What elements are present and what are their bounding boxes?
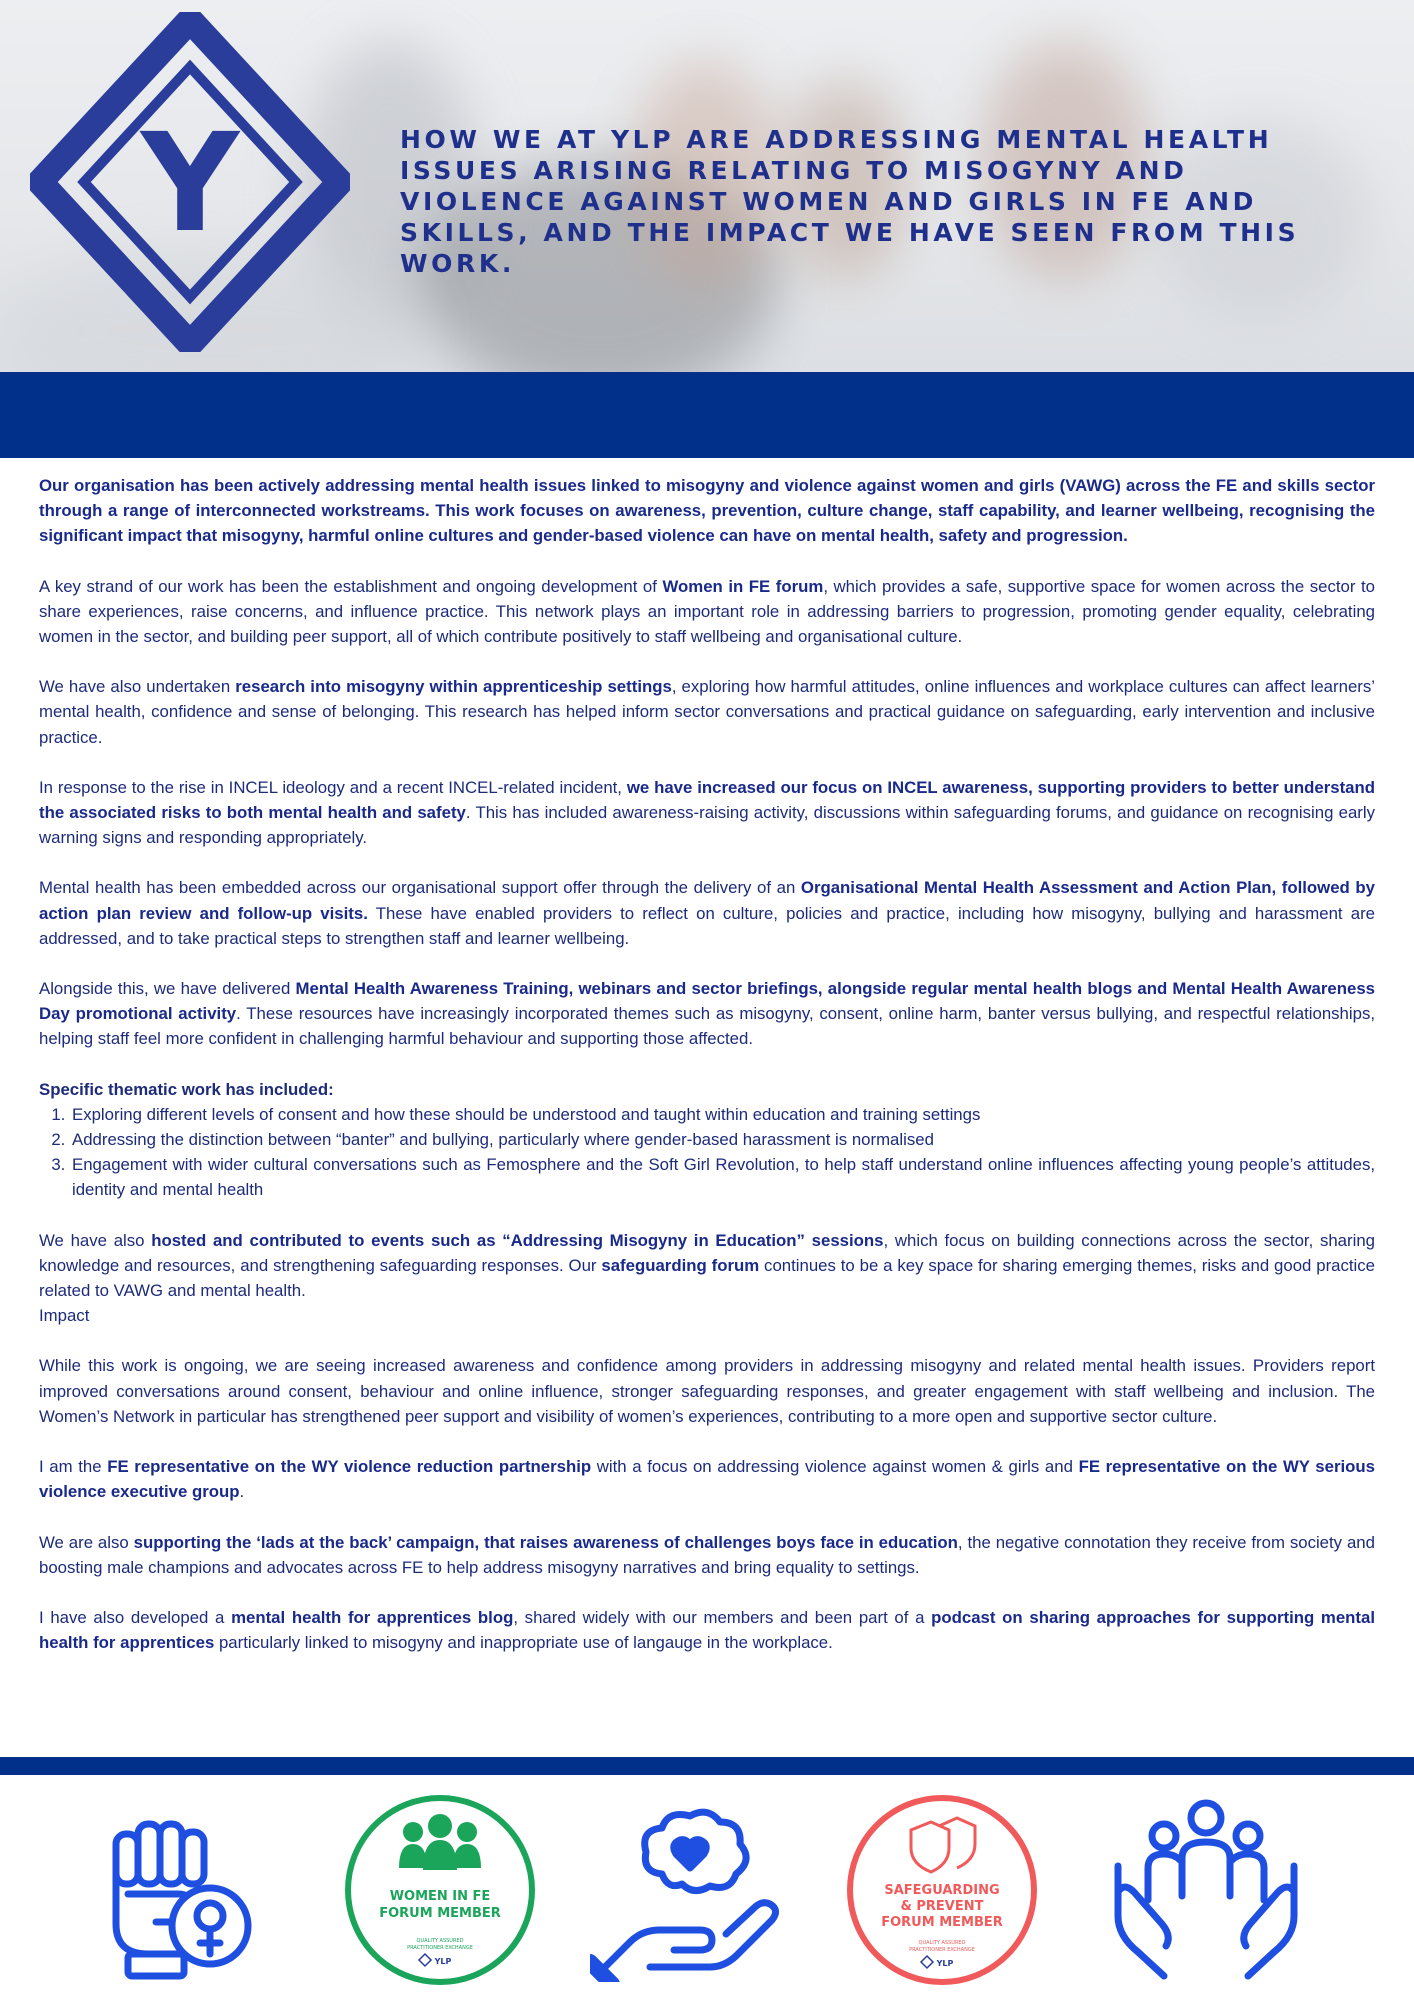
article-body bbox=[39, 473, 1375, 1680]
svg-text:Y: Y bbox=[140, 105, 240, 263]
list-item: 2. Addressing the distinction between “banter” and bullying, particularly where gender-based harassment is normalised bbox=[70, 1127, 1375, 1152]
hands-people-icon bbox=[1108, 1796, 1304, 1986]
svg-text:PRACTITIONER EXCHANGE: PRACTITIONER EXCHANGE bbox=[407, 1945, 473, 1951]
raised-fist-female-icon bbox=[108, 1804, 258, 1980]
hand-heart-brain-icon bbox=[590, 1802, 790, 1982]
paragraph-events: We have also hosted and contributed to events such as “Addressing Misogyny in Education” sessions, which focus on building connections across the sector, sharing knowledge and resources, and strengthening safeguarding responses. Our safeguarding forum continues to be a key space for sharing emerging themes, risks and good practice related to VAWG and mental health. bbox=[39, 1230, 1376, 1301]
footer-band bbox=[0, 1757, 1414, 1775]
paragraph-assessment: Mental health has been embedded across our organisational support offer through the delivery of an Organisational Mental Health Assessment and Action Plan, followed by action plan review and follow-up visits. These have enabled providers to reflect on culture, policies and practice, including how misogyny, bullying and harassment are addressed, and to take practical steps to strengthen staff and learner wellbeing. bbox=[39, 878, 1376, 948]
paragraph-training: Alongside this, we have delivered Mental Health Awareness Training, webinars and sector briefings, alongside regular mental health blogs and Mental Health Awareness Day promotional activity. These resources have increasingly incorporated themes such as misogyny, consent, online harm, banter versus bullying, and respectful relationships, helping staff feel more confident in challenging harmful behaviour and supporting those affected. bbox=[39, 979, 1375, 1049]
paragraph-research: We have also undertaken research into misogyny within apprenticeship settings, exploring how harmful attitudes, online influences and workplace cultures can affect learners’ mental health, confidence and sense of belonging. This research has helped inform sector conversations and practical guidance on safeguarding, early intervention and inclusive practice. bbox=[39, 677, 1375, 747]
svg-text:WOMEN IN FE: WOMEN IN FE bbox=[389, 1889, 491, 1904]
paragraph-blog: I have also developed a mental health for apprentices blog, shared widely with our members and been part of a podcast on sharing approaches for supporting mental health for apprentices particularly linked to misogyny and inappropriate use of langauge in the workplace. bbox=[39, 1607, 1376, 1653]
safeguarding-badge bbox=[845, 1790, 1040, 1990]
svg-text:& PREVENT: & PREVENT bbox=[900, 1899, 984, 1914]
women-in-fe-badge bbox=[343, 1790, 538, 1990]
svg-text:PRACTITIONER EXCHANGE: PRACTITIONER EXCHANGE bbox=[909, 1947, 975, 1953]
paragraph-impact: While this work is ongoing, we are seeing increased awareness and confidence among providers in addressing misogyny and related mental health issues. Providers report improved conversations around consent, behaviour and online influence, stronger safeguarding responses, and greater engagement with staff wellbeing and inclusion. The Women’s Network in particular has strengthened peer support and visibility of women’s experiences, contributing to a more open and supportive sector culture. bbox=[39, 1356, 1375, 1426]
svg-text:YLP: YLP bbox=[936, 1959, 954, 1968]
thematic-list bbox=[39, 1102, 1375, 1203]
svg-text:FORUM MEMBER: FORUM MEMBER bbox=[379, 1906, 501, 1921]
svg-text:QUALITY ASSURED: QUALITY ASSURED bbox=[416, 1938, 464, 1944]
svg-text:YLP: YLP bbox=[434, 1957, 452, 1966]
svg-text:FORUM MEMBER: FORUM MEMBER bbox=[881, 1915, 1003, 1930]
thematic-heading: Specific thematic work has included: bbox=[39, 1079, 334, 1099]
svg-text:QUALITY ASSURED: QUALITY ASSURED bbox=[918, 1940, 966, 1946]
svg-text:SAFEGUARDING: SAFEGUARDING bbox=[884, 1883, 1000, 1898]
list-item: 1. Exploring different levels of consent and how these should be understood and taught within education and training settings bbox=[70, 1102, 1375, 1127]
list-item: 3. Engagement with wider cultural conversations such as Femosphere and the Soft Girl Revolution, to help staff understand online influences affecting young people’s attitudes, identity and mental health bbox=[70, 1152, 1375, 1202]
paragraph-campaign: We are also supporting the ‘lads at the back’ campaign, that raises awareness of challenges boys face in education, the negative connotation they receive from society and boosting male champions and advocates across FE to help address misogyny narratives and bring equality to settings. bbox=[39, 1532, 1375, 1577]
paragraph-representative: I am the FE representative on the WY violence reduction partnership with a focus on addressing violence against women & girls and FE representative on the WY serious violence executive group. bbox=[39, 1457, 1376, 1502]
impact-label: Impact bbox=[39, 1306, 90, 1326]
hero-banner bbox=[0, 0, 1414, 372]
ylp-logo-icon bbox=[30, 12, 350, 352]
header-band bbox=[0, 372, 1414, 458]
page-title: HOW WE AT YLP ARE ADDRESSING MENTAL HEALTH ISSUES ARISING RELATING TO MISOGYNY AND VIOLENCE AGAINST WOMEN AND GIRLS IN FE AND SKILLS, AND THE IMPACT WE HAVE SEEN FROM THIS WORK. bbox=[400, 125, 1300, 278]
intro-paragraph: Our organisation has been actively addressing mental health issues linked to misogyny and violence against women and girls (VAWG) across the FE and skills sector through a range of interconnected workstreams. This work focuses on awareness, prevention, culture change, staff capability, and learner wellbeing, recognising the significant impact that misogyny, harmful online cultures and gender-based violence can have on mental health, safety and progression. bbox=[39, 476, 1375, 546]
paragraph-incel: In response to the rise in INCEL ideology and a recent INCEL-related incident, we have increased our focus on INCEL awareness, supporting providers to better understand the associated risks to both mental health and safety. This has included awareness-raising activity, discussions within safeguarding forums, and guidance on recognising early warning signs and responding appropriately. bbox=[39, 777, 1375, 848]
footer-icons bbox=[0, 1790, 1414, 2000]
paragraph-women-in-fe: A key strand of our work has been the establishment and ongoing development of Women in FE forum, which provides a safe, supportive space for women across the sector to share experiences, raise concerns, and influence practice. This network plays an important role in addressing barriers to progression, promoting gender equality, celebrating women in the sector, and building peer support, all of which contribute positively to staff wellbeing and organisational culture. bbox=[39, 576, 1375, 647]
